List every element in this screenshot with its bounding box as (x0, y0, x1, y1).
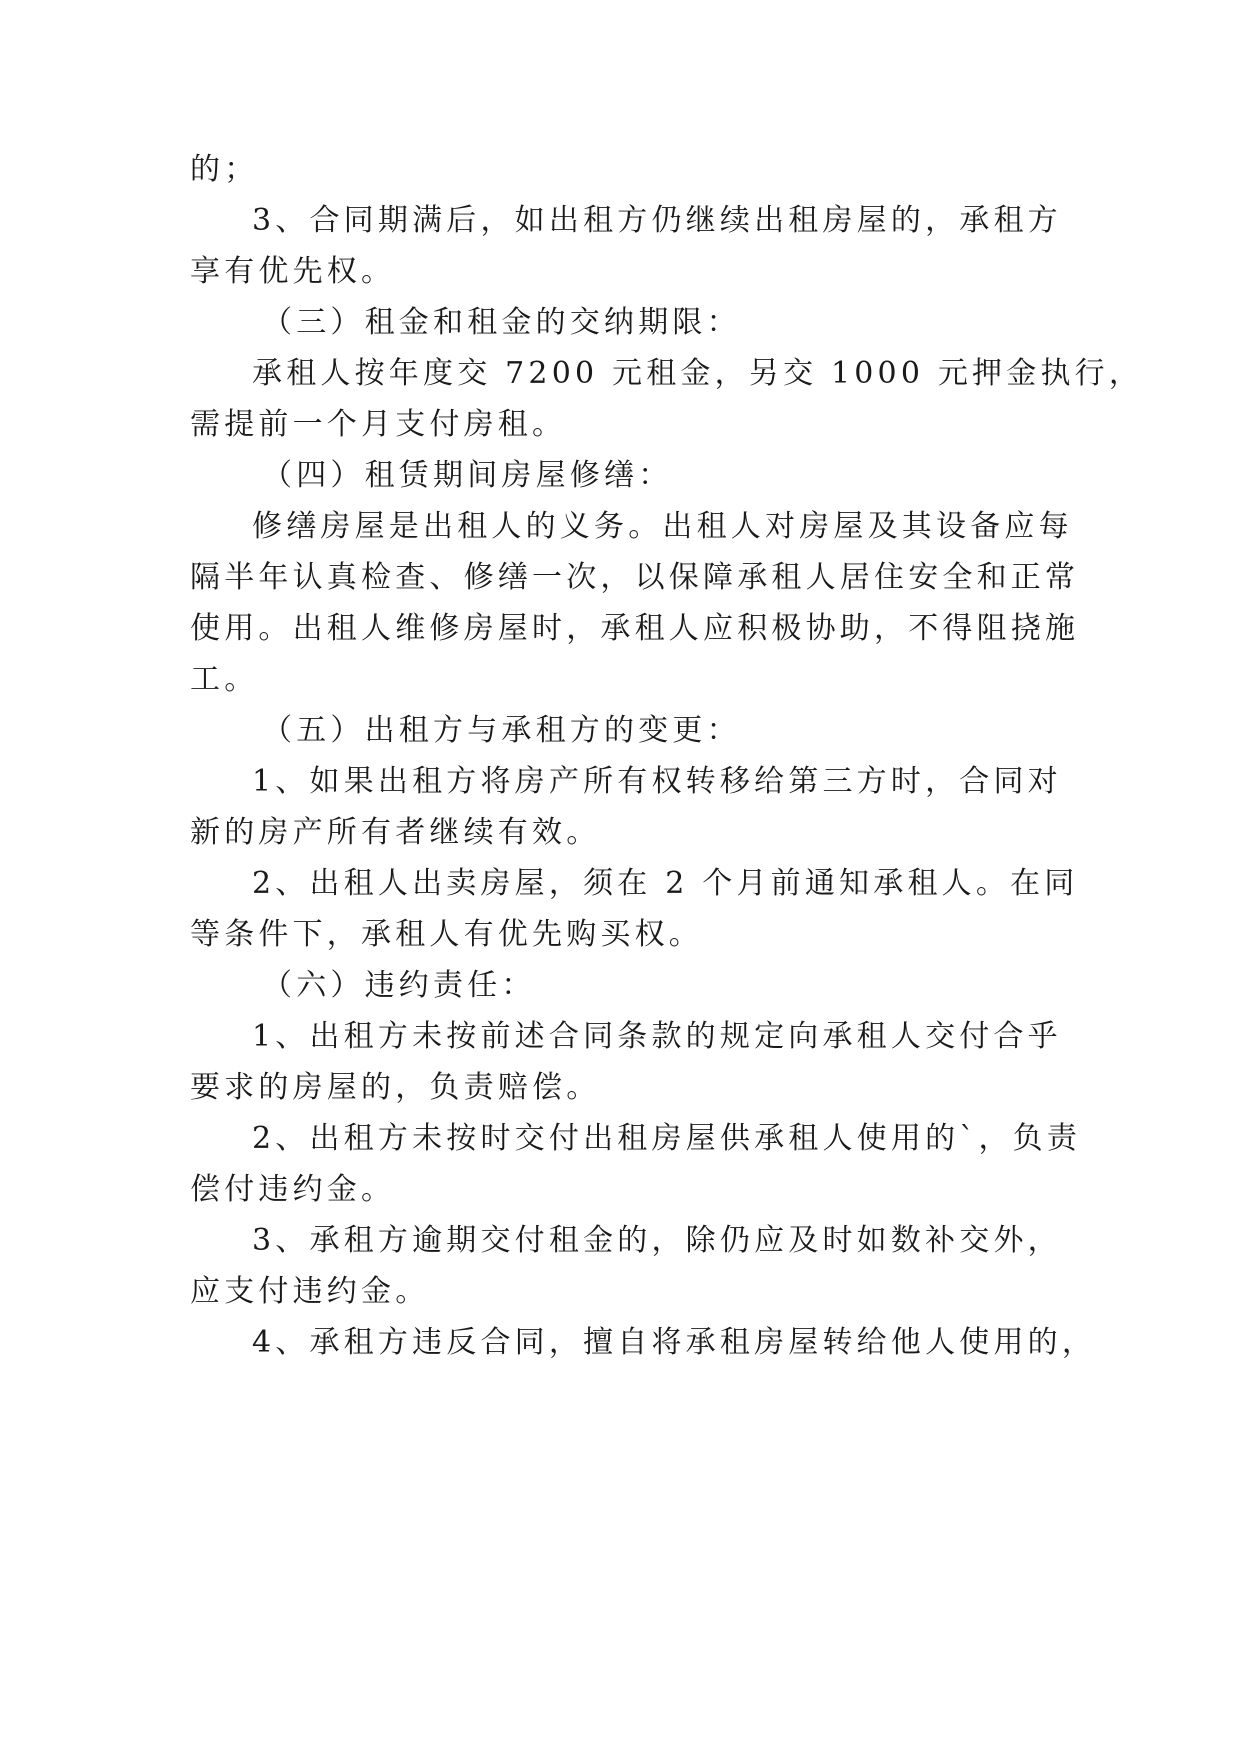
text-line: 的； (190, 152, 259, 187)
clause-3-line: 3、合同期满后，如出租方仍继续出租房屋的，承租方 (252, 203, 1062, 238)
text-line: 享有优先权。 (190, 254, 396, 289)
section-heading-rent: （三）租金和租金的交纳期限： (262, 305, 741, 340)
liability-clause-3-line: 3、承租方逾期交付租金的，除仍应及时如数补交外， (252, 1223, 1062, 1258)
repair-paragraph-line: 修缮房屋是出租人的义务。出租人对房屋及其设备应每 (252, 509, 1073, 544)
section-heading-change: （五）出租方与承租方的变更： (262, 713, 741, 748)
section-heading-repair: （四）租赁期间房屋修缮： (262, 458, 673, 493)
text-line: 隔半年认真检查、修缮一次，以保障承租人居住安全和正常 (190, 560, 1080, 595)
liability-clause-2-line: 2、出租方未按时交付出租房屋供承租人使用的`，负责 (252, 1121, 1082, 1156)
text-line: 需提前一个月支付房租。 (190, 407, 567, 442)
text-line: 工。 (190, 662, 259, 697)
liability-clause-1-line: 1、出租方未按前述合同条款的规定向承租人交付合乎 (252, 1019, 1062, 1054)
text-line: 偿付违约金。 (190, 1172, 396, 1207)
section-heading-liability: （六）违约责任： (262, 968, 536, 1003)
text-line: 等条件下，承租人有优先购买权。 (190, 917, 703, 952)
liability-clause-4-line: 4、承租方违反合同，擅自将承租房屋转给他人使用的， (252, 1325, 1097, 1360)
change-clause-2-line: 2、出租人出卖房屋，须在 2 个月前通知承租人。在同 (252, 866, 1079, 901)
text-line: 新的房产所有者继续有效。 (190, 815, 601, 850)
rent-paragraph-line: 承租人按年度交 7200 元租金，另交 1000 元押金执行， (252, 356, 1144, 391)
text-line: 使用。出租人维修房屋时，承租人应积极协助，不得阻挠施 (190, 611, 1080, 646)
text-line: 要求的房屋的，负责赔偿。 (190, 1070, 601, 1105)
text-line: 应支付违约金。 (190, 1274, 430, 1309)
change-clause-1-line: 1、如果出租方将房产所有权转移给第三方时，合同对 (252, 764, 1062, 799)
